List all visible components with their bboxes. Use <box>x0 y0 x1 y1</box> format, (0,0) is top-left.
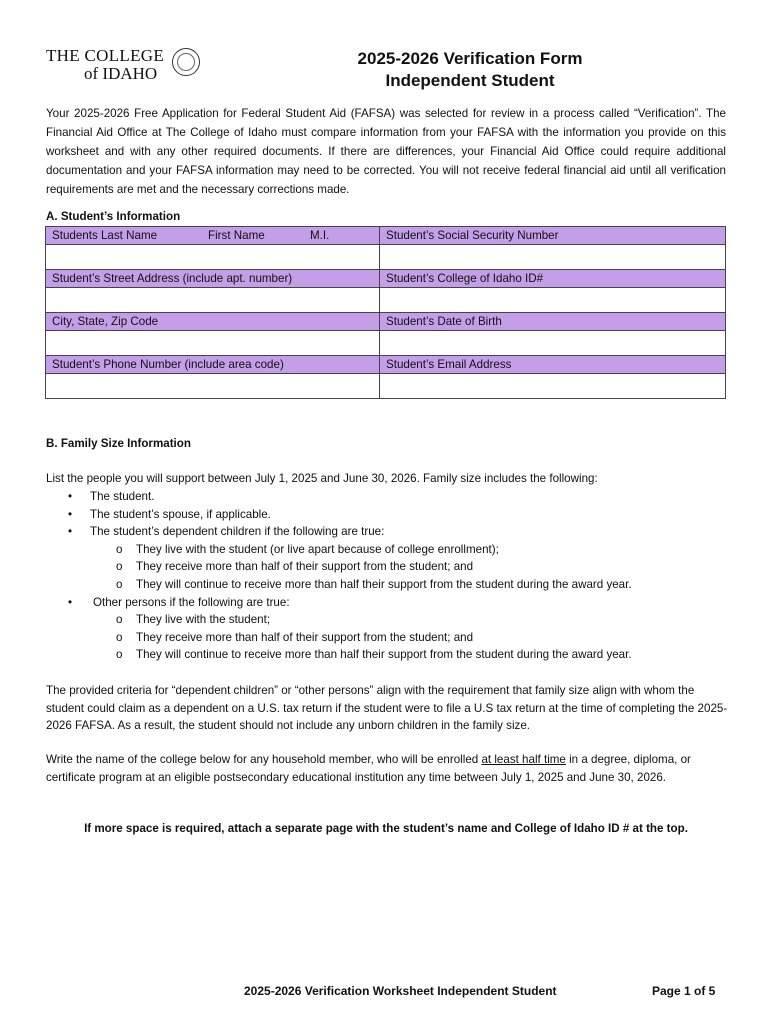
para2-text-end: in a degree, diploma, or certificate program at an eligible postsecondary educational institution any time between July 1, 2025 and June 30, 2026. <box>46 753 691 784</box>
section-b-title: B. Family Size Information <box>46 437 191 450</box>
sub-list-item <box>46 629 746 647</box>
title-line1: 2025-2026 Verification Form <box>357 49 583 68</box>
sub-bullet-icon: o <box>116 542 123 556</box>
logo-line2: of IDAHO <box>84 64 158 83</box>
section-a-title: A. Student’s Information <box>46 210 181 223</box>
sub-bullet-icon: o <box>116 613 123 627</box>
title-line2: Independent Student <box>385 71 555 90</box>
sub-bullet-icon: o <box>116 577 123 591</box>
sub-list-item <box>46 646 746 664</box>
street-address-label: Student’s Street Address (include apt. number) <box>46 270 380 288</box>
family-size-lead: List the people you will support between July 1, 2025 and June 30, 2026. Family size includes the following: <box>46 472 598 485</box>
ssn-label: Student’s Social Security Number <box>380 227 726 245</box>
list-item-text: The student’s spouse, if applicable. <box>90 507 271 521</box>
sub-list-item <box>46 541 746 559</box>
date-of-birth-field[interactable] <box>380 331 726 356</box>
space-notice: If more space is required, attach a separate page with the student’s name and College of Idaho ID # at the top. <box>84 822 688 835</box>
page-title <box>210 48 730 92</box>
college-id-field[interactable] <box>380 288 726 313</box>
street-address-field[interactable] <box>46 288 380 313</box>
list-item-text: Other persons if the following are true: <box>93 595 290 609</box>
sub-list-item-text: They receive more than half of their support from the student; and <box>136 630 474 644</box>
sub-list-item <box>46 611 746 629</box>
college-seal-icon <box>172 48 200 76</box>
sub-list-item-text: They live with the student (or live apart because of college enrollment); <box>136 542 499 556</box>
sub-list-item-text: They will continue to receive more than half their support from the student during the award year. <box>136 648 632 662</box>
ssn-field[interactable] <box>380 245 726 270</box>
family-size-list <box>46 488 746 664</box>
bullet-icon: • <box>68 525 73 539</box>
sub-list-item <box>46 558 746 576</box>
last-name-label: Students Last Name <box>52 229 158 242</box>
sub-list-item-text: They receive more than half of their support from the student; and <box>136 560 474 574</box>
phone-field[interactable] <box>46 374 380 399</box>
sub-list-item-text: They live with the student; <box>136 613 271 627</box>
half-time-emphasis: at least half time <box>481 753 566 766</box>
intro-paragraph: Your 2025-2026 Free Application for Federal Student Aid (FAFSA) was selected for review in a process called “Verification”. The Financial Aid Office at The College of Idaho must compare information from your FAFSA with the information you provide on this worksheet and with any other required documents. If there are differences, your Financial Aid Office could require additional documentation and your FAFSA information may need to be corrected. You will not receive federal financial aid until all verification requirements are met and the necessary corrections made. <box>46 107 726 196</box>
city-state-zip-field[interactable] <box>46 331 380 356</box>
logo-line1: THE COLLEGE <box>46 46 165 65</box>
name-header <box>46 227 380 245</box>
footer-doc-title: 2025-2026 Verification Worksheet Independent Student <box>244 984 557 998</box>
student-info-table <box>45 226 726 399</box>
phone-label: Student’s Phone Number (include area code) <box>46 356 380 374</box>
bullet-icon: • <box>68 507 73 521</box>
date-of-birth-label: Student’s Date of Birth <box>380 313 726 331</box>
sub-list-item-text: They will continue to receive more than half their support from the student during the award year. <box>136 577 632 591</box>
sub-list-item <box>46 576 746 594</box>
sub-bullet-icon: o <box>116 648 123 662</box>
list-item <box>46 594 746 612</box>
list-item <box>46 523 746 541</box>
mi-label: M.I. <box>310 229 330 242</box>
city-state-zip-label: City, State, Zip Code <box>46 313 380 331</box>
email-label: Student’s Email Address <box>380 356 726 374</box>
para2-text-start: Write the name of the college below for any household member, who will be enrolled <box>46 753 482 766</box>
college-logo <box>46 44 206 86</box>
list-item <box>46 488 746 506</box>
bullet-icon: • <box>68 490 73 503</box>
sub-bullet-icon: o <box>116 560 123 574</box>
list-item-text: The student’s dependent children if the following are true: <box>90 525 385 539</box>
footer-page-number: Page 1 of 5 <box>652 984 716 998</box>
name-field[interactable] <box>46 245 380 270</box>
list-item-text: The student. <box>90 490 155 503</box>
college-id-label: Student’s College of Idaho ID# <box>380 270 726 288</box>
email-field[interactable] <box>380 374 726 399</box>
college-instructions-paragraph <box>46 751 728 786</box>
bullet-icon: • <box>68 595 73 609</box>
first-name-label: First Name <box>208 229 265 242</box>
list-item <box>46 506 746 524</box>
sub-bullet-icon: o <box>116 630 123 644</box>
criteria-paragraph: The provided criteria for “dependent children” or “other persons” align with the requirement that family size align with whom the student could claim as a dependent on a U.S. tax return if the student were to file a U.S tax return at the time of completing the 2025-2026 FAFSA. As a result, the student should not include any unborn children in the family size. <box>46 684 728 732</box>
